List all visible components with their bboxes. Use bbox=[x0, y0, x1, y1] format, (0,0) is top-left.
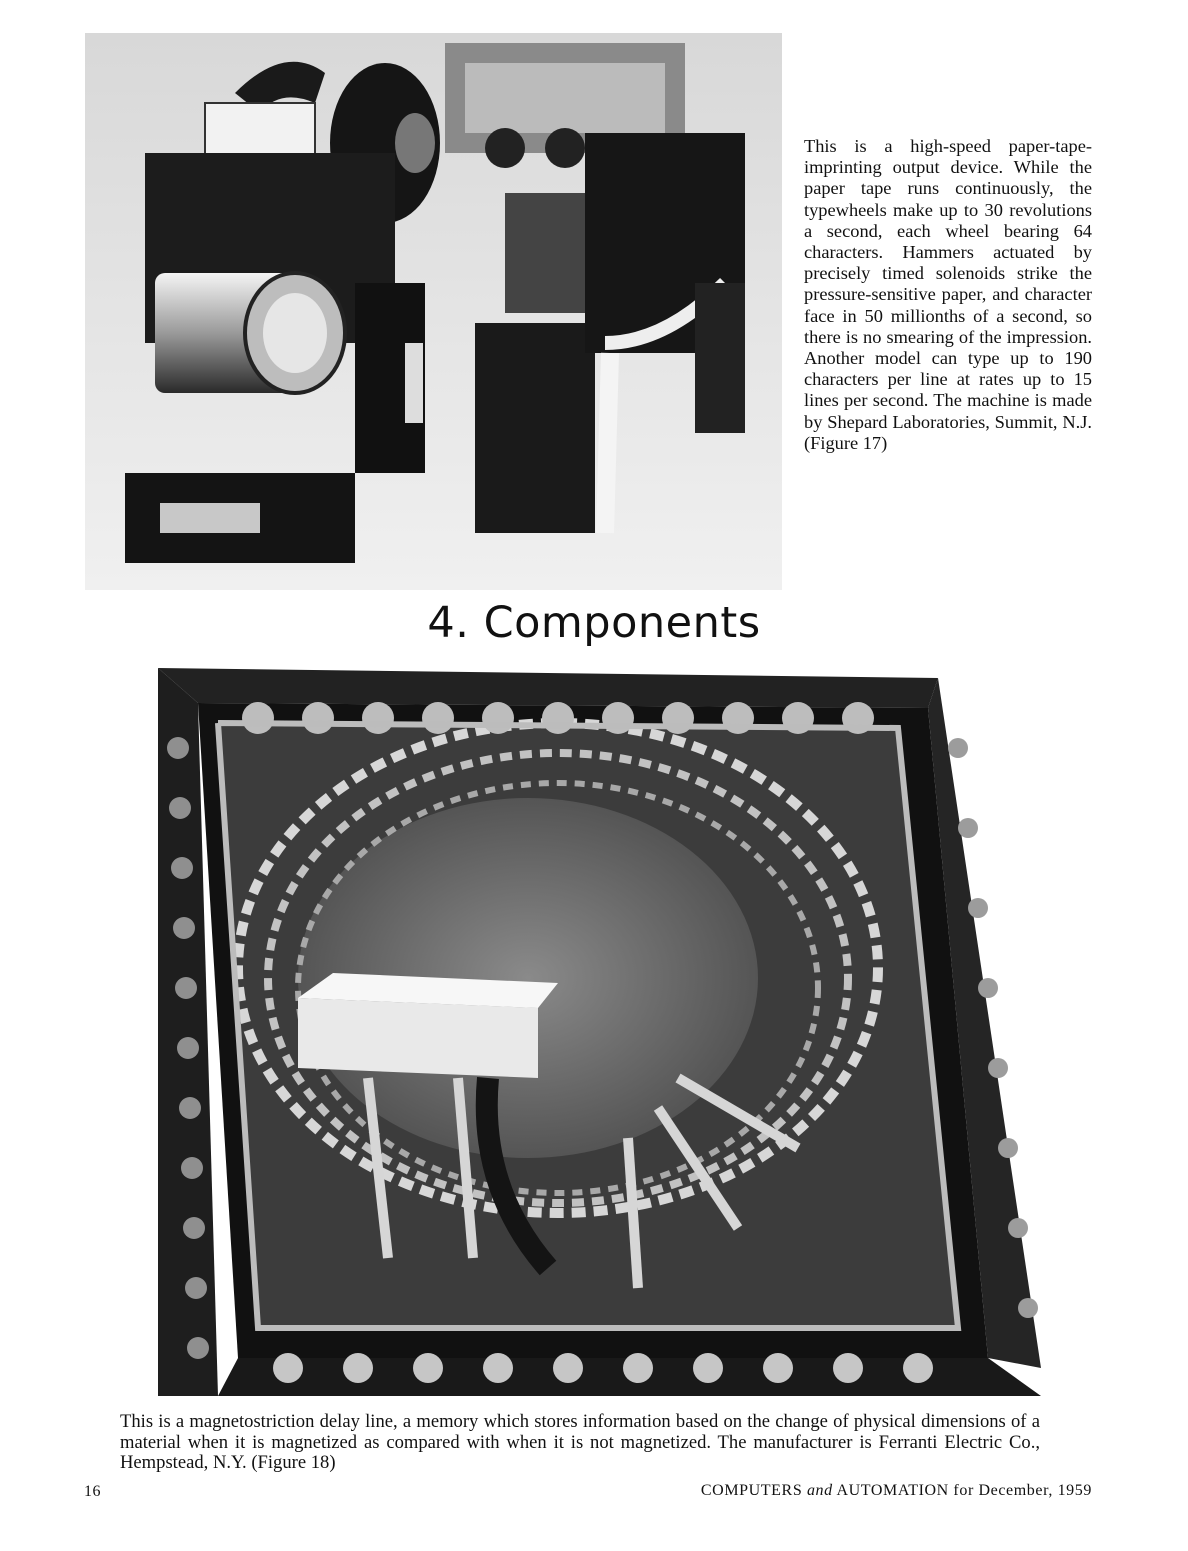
figure-18-caption: This is a magnetostriction delay line, a memory which stores information based on the change of physical dimensions of a material when it is magnetized as compared with when it is not magnetized. The manufacturer is Ferranti Electric Co., Hempstead, N.Y. (Figure 18) bbox=[120, 1411, 1040, 1474]
running-footer bbox=[701, 1482, 1092, 1500]
magnetostriction-delay-line-photo bbox=[158, 668, 1041, 1396]
publication-and: and bbox=[806, 1482, 833, 1499]
figure-17-caption: This is a high-speed paper-tape-imprinting output device. While the paper tape runs continuously, the typewheels make up to 30 revolutions a second, each wheel bearing 64 characters. Hammers actuated by precisely timed solenoids strike the pressure-sensitive paper, and character face in 50 millionths of a second, so there is no smearing of the impression. Another model can type up to 190 characters per line at rates up to 15 lines per second. The machine is made by Shepard Laboratories, Summit, N.J. (Figure 17) bbox=[804, 136, 1092, 453]
page-number: 16 bbox=[84, 1483, 101, 1500]
publication-suffix: AUTOMATION for December, 1959 bbox=[836, 1482, 1092, 1499]
paper-tape-printer-photo bbox=[85, 33, 782, 590]
section-title: 4. Components bbox=[427, 598, 761, 648]
paper-tape-printer-illustration bbox=[85, 33, 782, 590]
delay-line-illustration bbox=[158, 668, 1041, 1396]
publication-prefix: COMPUTERS bbox=[700, 1482, 803, 1499]
